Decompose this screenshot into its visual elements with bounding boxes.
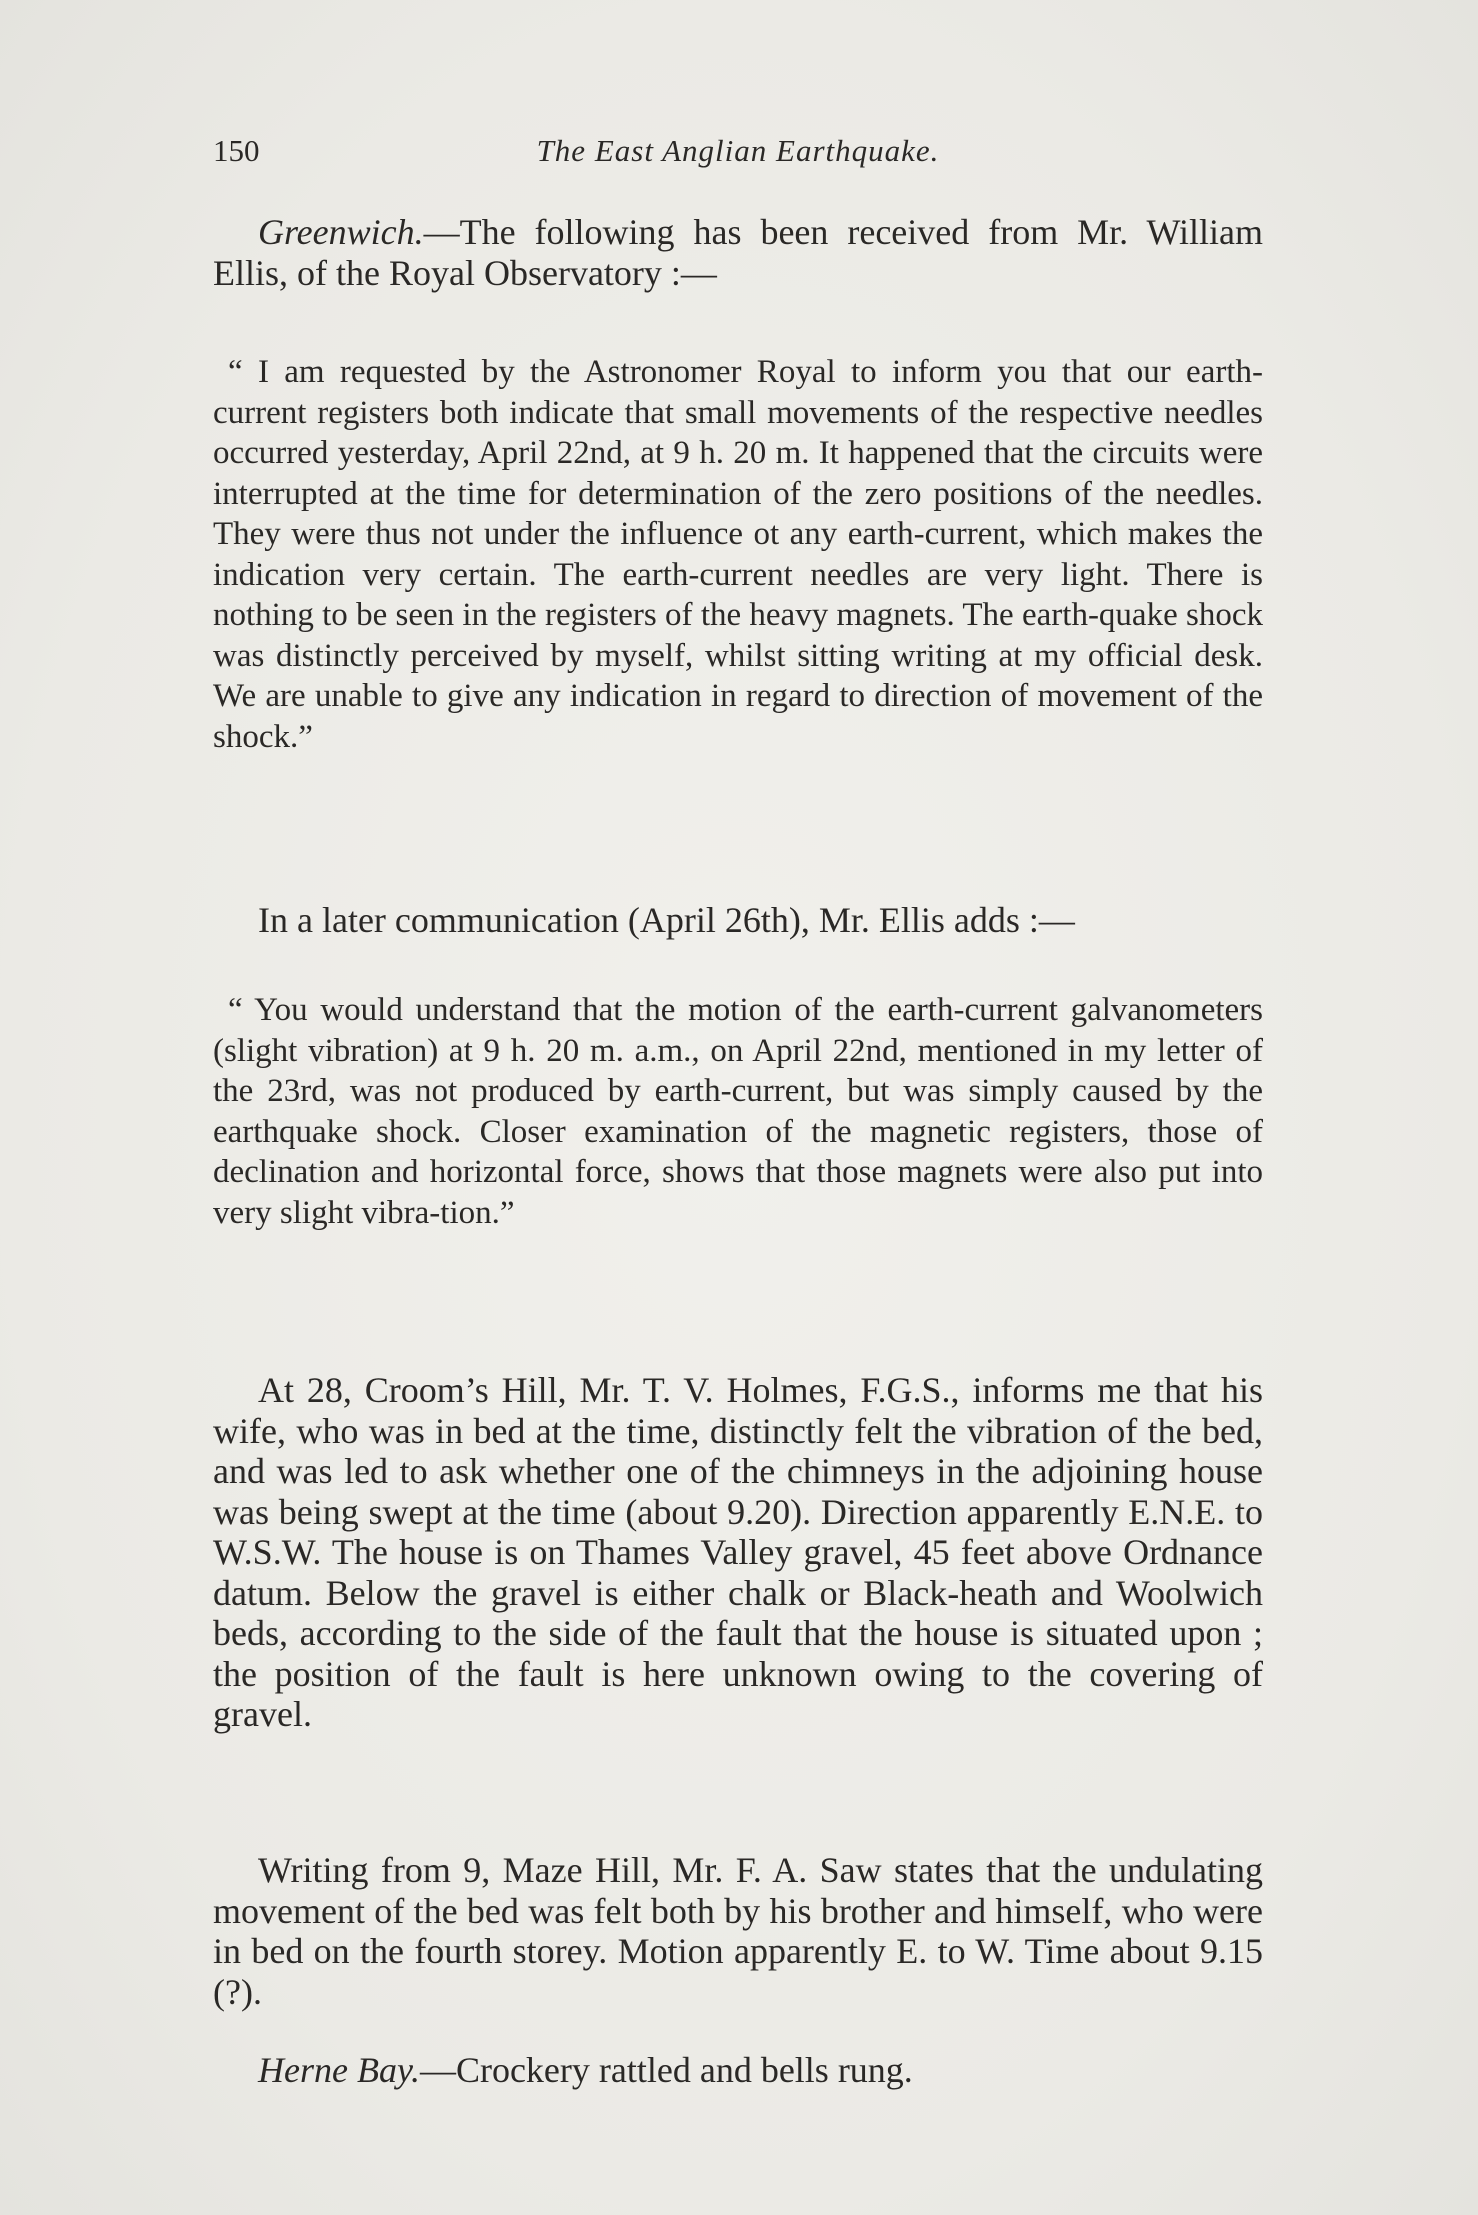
saw-report-text: Writing from 9, Maze Hill, Mr. F. A. Saw states that the undulating movement of the bed was felt both by his brother and himself, who were in bed on the fourth storey. Motion apparently E. to W. Time about 9.15 (?). [213,1850,1263,2012]
saw-paragraph [213,1850,1263,2012]
herne-bay-text: —Crockery rattled and bells rung. [419,2050,913,2090]
page-header [213,133,1263,173]
greenwich-paragraph [213,212,1263,293]
herne-bay-place-heading: Herne Bay. [258,2050,420,2090]
astronomer-royal-quote [213,352,1263,757]
later-communication-paragraph [213,900,1263,941]
greenwich-intro-text: —The following has been received from Mr. William Ellis, of the Royal Observatory :— [213,212,1263,293]
quote-first-letter: “ I am requested by the Astronomer Royal to inform you that our earth-current registers both indicate that small movements of the respective needles occurred yesterday, April 22nd, at 9 h. 20 m. It happened that the circuits were interrupted at the time for determination of the zero positions of the needles. They were thus not under the influence ot any earth-current, which makes the indication very certain. The earth-current needles are very light. There is nothing to be seen in the registers of the heavy magnets. The earth-quake shock was distinctly perceived by myself, whilst sitting writing at my official desk. We are unable to give any indication in regard to direction of movement of the shock.” [213,354,1263,755]
later-communication-text: In a later communication (April 26th), Mr. Ellis adds :— [258,900,1075,940]
page-number: 150 [213,133,260,168]
holmes-paragraph [213,1370,1263,1735]
herne-bay-paragraph [213,2050,1263,2091]
holmes-report-text: At 28, Croom’s Hill, Mr. T. V. Holmes, F.G.S., informs me that his wife, who was in bed at the time, distinctly felt the vibration of the bed, and was led to ask whether one of the chimneys in the adjoining house was being swept at the time (about 9.20). Direction apparently E.N.E. to W.S.W. The house is on Thames Valley gravel, 45 feet above Ordnance datum. Below the gravel is either chalk or Black-heath and Woolwich beds, according to the side of the fault that the house is situated upon ; the position of the fault is here unknown owing to the covering of gravel. [213,1370,1263,1734]
greenwich-place-heading: Greenwich. [258,212,424,252]
running-title: The East Anglian Earthquake. [536,133,940,168]
ellis-later-quote [213,990,1263,1233]
quote-second-letter: “ You would understand that the motion of the earth-current galvanometers (slight vibration) at 9 h. 20 m. a.m., on April 22nd, mentioned in my letter of the 23rd, was not produced by earth-current, but was simply caused by the earthquake shock. Closer examination of the magnetic registers, those of declination and horizontal force, shows that those magnets were also put into very slight vibra-tion.” [213,992,1263,1231]
